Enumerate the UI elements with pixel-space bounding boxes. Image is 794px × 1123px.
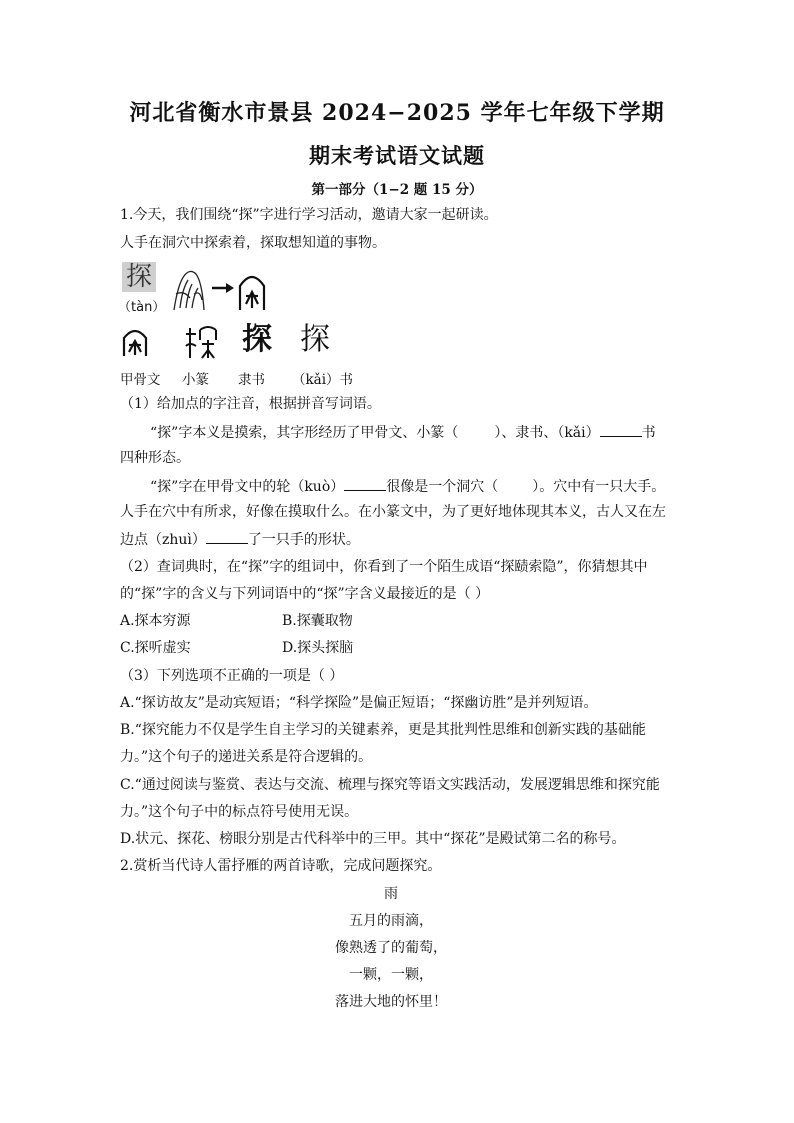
- text-span: 很像是一个洞穴（: [386, 479, 499, 495]
- sub3-option-b-line1: B.“探究能力不仅是学生自主学习的关键素养，更是其批判性思维和创新实践的基础能: [120, 722, 646, 738]
- sub-question-1-title: （1）给加点的字注音，根据拼音写词语。: [120, 396, 381, 412]
- poem-title: 雨: [384, 886, 398, 902]
- parenthesis-space: [458, 423, 494, 437]
- poem-line: 一颗，一颗，: [349, 967, 433, 983]
- sub1-paragraph-2-line2: 人手在穴中有所求，好像在摸取什么。在小篆文中，为了更好地体现其本义，古人又在左: [120, 504, 666, 520]
- text-span: 了一只手的形状。: [247, 532, 360, 548]
- hand-in-cave-illustration: [168, 264, 278, 314]
- text-span: 边点（zhuì）: [120, 532, 206, 548]
- tan-character-box: 探: [122, 262, 156, 292]
- character-evolution-illustration: [118, 262, 278, 318]
- text-span: “探”字本义是摸索，其字形经历了甲骨文、小篆（: [150, 425, 459, 441]
- lishu-glyph: 探: [242, 322, 272, 357]
- sub3-option-a: A.“探访故友”是动宾短语；“科学探险”是偏正短语；“探幽访胜”是并列短语。: [120, 695, 598, 711]
- text-span: 书: [641, 425, 656, 441]
- poem-line: 像熟透了的葡萄，: [335, 940, 447, 956]
- sub3-option-c-line1: C.“通过阅读与鉴赏、表达与交流、梳理与探究等语文实践活动，发展逻辑思维和探究能: [120, 777, 660, 793]
- sub1-paragraph-1-line1: [150, 422, 656, 443]
- script-forms-row: [120, 322, 360, 362]
- sub2-option-d: D.探头探脑: [282, 640, 354, 656]
- part-heading: 第一部分（1−2 题 15 分）: [311, 182, 483, 198]
- parenthesis-space: [498, 477, 532, 491]
- xiaozhuan-glyph: [184, 324, 218, 360]
- label-jiaguwen: 甲骨文: [120, 372, 161, 388]
- label-xiaozhuan: 小篆: [182, 372, 209, 388]
- question-1-subintro: 人手在洞穴中探索着，探取想知道的事物。: [120, 235, 386, 251]
- sub-question-3-title: （3）下列选项不正确的一项是（ ）: [120, 668, 344, 684]
- label-lishu: 隶书: [238, 372, 265, 388]
- document-title-line1: 河北省衡水市景县 2024−2025 学年七年级下学期: [129, 100, 665, 126]
- answer-blank[interactable]: [206, 529, 248, 544]
- answer-blank[interactable]: [600, 422, 642, 437]
- sub2-option-c: C.探听虚实: [120, 640, 191, 656]
- text-span: ）。穴中有一只大手。: [532, 479, 666, 495]
- sub-question-2-line2: 的“探”字的含义与下列词语中的“探”字含义最接近的是（ ）: [120, 586, 490, 602]
- kaishu-glyph: 探: [300, 322, 330, 357]
- sub2-option-b: B.探囊取物: [282, 613, 353, 629]
- question-1-intro: 1.今天，我们围绕“探”字进行学习活动，邀请大家一起研读。: [120, 207, 498, 223]
- sub1-paragraph-2-line1: [150, 476, 665, 497]
- sub3-option-c-line2: 力。”这个句子中的标点符号使用无误。: [120, 804, 359, 820]
- sub-question-2-line1: （2）查词典时，在“探”字的组词中，你看到了一个陌生成语“探赜索隐”，你猜想其中: [120, 559, 648, 575]
- sub1-paragraph-2-line3: [120, 529, 360, 550]
- jiaguwen-glyph: [120, 326, 150, 358]
- text-span: ）、隶书、（kǎi）: [494, 425, 600, 441]
- label-kaishu: （kǎi）书: [292, 372, 354, 388]
- sub1-paragraph-1-line2: 四种形态。: [120, 450, 190, 466]
- answer-blank[interactable]: [344, 476, 386, 491]
- text-span: “探”字在甲骨文中的轮（kuò）: [150, 479, 345, 495]
- poem-line: 落进大地的怀里！: [335, 994, 447, 1010]
- sub3-option-b-line2: 力。”这个句子的递进关系是符合逻辑的。: [120, 749, 373, 765]
- poem-line: 五月的雨滴，: [349, 913, 433, 929]
- document-title-line2: 期末考试语文试题: [309, 143, 485, 168]
- tan-pinyin: （tàn）: [118, 300, 166, 315]
- sub2-option-a: A.探本穷源: [120, 613, 191, 629]
- question-2-intro: 2.赏析当代诗人雷抒雁的两首诗歌，完成问题探究。: [120, 858, 442, 874]
- sub3-option-d: D.状元、探花、榜眼分别是古代科举中的三甲。其中“探花”是殿试第二名的称号。: [120, 831, 626, 847]
